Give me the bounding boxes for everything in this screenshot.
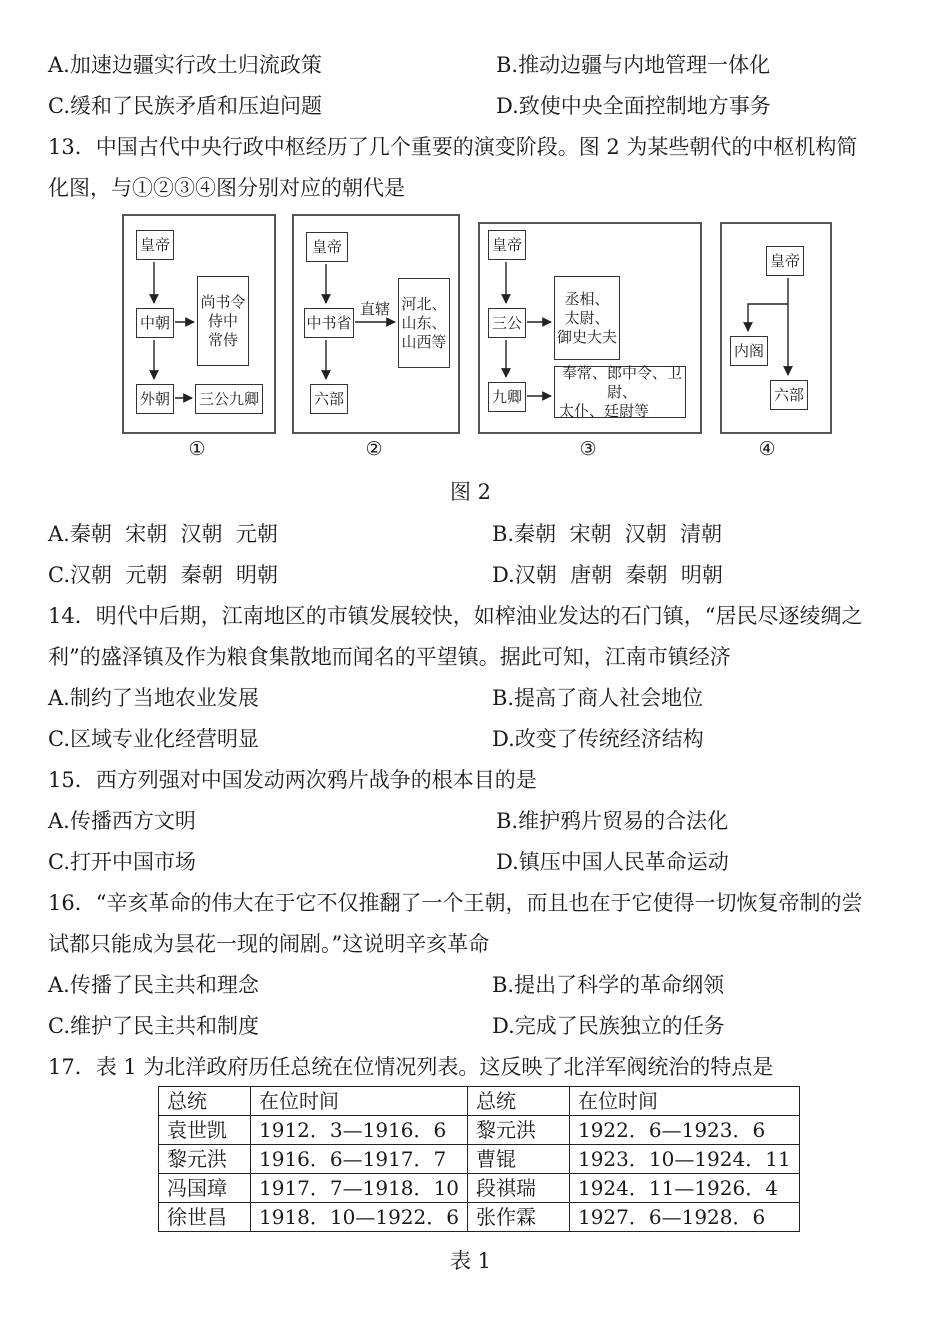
q13-option-a: A.秦朝 宋朝 汉朝 元朝 <box>48 522 278 546</box>
table-header-row <box>159 1087 800 1116</box>
table-header-cell: 在位时间 <box>569 1087 799 1116</box>
table-cell: 1922．6—1923．6 <box>569 1116 799 1145</box>
table-cell: 黎元洪 <box>467 1116 569 1145</box>
presidents-table <box>158 1086 800 1232</box>
d3-number-label: ③ <box>579 438 597 460</box>
table-cell: 曹锟 <box>467 1145 569 1174</box>
table-header-cell: 总统 <box>467 1087 569 1116</box>
d3-duke-titles-box <box>554 276 620 360</box>
table-cell: 张作霖 <box>467 1203 569 1232</box>
table-cell: 1917．7—1918．10 <box>251 1174 468 1203</box>
q12-option-b: B.推动边疆与内地管理一体化 <box>496 53 771 77</box>
q14-stem-line1: 14．明代中后期，江南地区的市镇发展较快，如榨油业发达的石门镇，“居民尽逐绫绸之 <box>48 604 863 628</box>
table-header-cell: 在位时间 <box>251 1087 468 1116</box>
d3-minister-titles-box <box>554 363 686 420</box>
d3-minister-title-1: 奉常、郎中令、卫尉、 <box>561 363 682 401</box>
d1-inner-officials-box <box>197 276 249 366</box>
q14-option-a: A.制约了当地农业发展 <box>48 686 259 710</box>
d1-emperor-box: 皇帝 <box>136 230 174 260</box>
q16-stem-line1: 16．“辛亥革命的伟大在于它不仅推翻了一个王朝，而且也在于它使得一切恢复帝制的尝 <box>48 891 863 915</box>
table-row <box>159 1116 800 1145</box>
q17-stem: 17．表 1 为北洋政府历任总统在位情况列表。这反映了北洋军阀统治的特点是 <box>48 1055 774 1079</box>
q13-stem-line1: 13．中国古代中央行政中枢经历了几个重要的演变阶段。图 2 为某些朝代的中枢机构简 <box>48 135 858 159</box>
figure-2-caption: 图 2 <box>450 480 492 504</box>
q12-option-d: D.致使中央全面控制地方事务 <box>496 94 771 118</box>
d4-cabinet-box: 内阁 <box>730 336 768 366</box>
q12-option-a: A.加速边疆实行改土归流政策 <box>48 53 322 77</box>
d1-official-1: 尚书令 <box>200 292 246 311</box>
d2-direct-label: 直辖 <box>360 300 391 318</box>
table-cell: 1916．6—1917．7 <box>251 1145 468 1174</box>
q14-option-c: C.区域专业化经营明显 <box>48 727 259 751</box>
table-cell: 黎元洪 <box>159 1145 251 1174</box>
d3-nine-ministers-box: 九卿 <box>488 382 526 412</box>
d1-inner-court-box: 中朝 <box>136 308 174 338</box>
q16-option-a: A.传播了民主共和理念 <box>48 973 259 997</box>
q13-stem-line2: 化图，与①②③④图分别对应的朝代是 <box>48 176 405 200</box>
q13-option-c: C.汉朝 元朝 秦朝 明朝 <box>48 563 279 587</box>
d1-outer-officials-box: 三公九卿 <box>195 384 263 414</box>
d2-secretariat-box: 中书省 <box>304 308 354 338</box>
table-cell: 1924．11—1926．4 <box>569 1174 799 1203</box>
d1-outer-court-box: 外朝 <box>136 384 174 414</box>
q15-stem: 15．西方列强对中国发动两次鸦片战争的根本目的是 <box>48 768 537 792</box>
d2-region-2: 山东、 <box>401 313 447 332</box>
q16-option-b: B.提出了科学的革命纲领 <box>492 973 725 997</box>
d3-duke-title-1: 丞相、 <box>564 289 610 308</box>
table-1-caption: 表 1 <box>450 1249 492 1273</box>
q15-option-c: C.打开中国市场 <box>48 850 196 874</box>
q16-option-c: C.维护了民主共和制度 <box>48 1014 259 1038</box>
d3-duke-title-2: 太尉、 <box>564 308 610 327</box>
d2-emperor-box: 皇帝 <box>306 232 348 262</box>
table-cell: 1912．3—1916．6 <box>251 1116 468 1145</box>
table-cell: 1923．10—1924．11 <box>569 1145 799 1174</box>
d1-number-label: ① <box>188 438 206 460</box>
q15-option-a: A.传播西方文明 <box>48 809 196 833</box>
q13-option-d: D.汉朝 唐朝 秦朝 明朝 <box>492 563 723 587</box>
q15-option-d: D.镇压中国人民革命运动 <box>496 850 729 874</box>
q16-option-d: D.完成了民族独立的任务 <box>492 1014 725 1038</box>
q13-option-b: B.秦朝 宋朝 汉朝 清朝 <box>492 522 723 546</box>
d2-number-label: ② <box>365 438 383 460</box>
q16-stem-line2: 试都只能成为昙花一现的闹剧。”这说明辛亥革命 <box>48 932 490 956</box>
d1-official-3: 常侍 <box>207 330 238 349</box>
d3-three-dukes-box: 三公 <box>488 308 526 338</box>
q12-option-c: C.缓和了民族矛盾和压迫问题 <box>48 94 322 118</box>
table-header-cell: 总统 <box>159 1087 251 1116</box>
table-cell: 冯国璋 <box>159 1174 251 1203</box>
table-cell: 段祺瑞 <box>467 1174 569 1203</box>
d3-duke-title-3: 御史大夫 <box>556 327 617 346</box>
table-cell: 1918．10—1922．6 <box>251 1203 468 1232</box>
d1-official-2: 侍中 <box>207 311 238 330</box>
d2-region-1: 河北、 <box>401 294 447 313</box>
table-cell: 袁世凯 <box>159 1116 251 1145</box>
table-cell: 徐世昌 <box>159 1203 251 1232</box>
table-cell: 1927．6—1928．6 <box>569 1203 799 1232</box>
q14-option-b: B.提高了商人社会地位 <box>492 686 704 710</box>
d2-regions-box <box>398 278 450 368</box>
d2-ministries-box: 六部 <box>310 384 348 414</box>
table-row <box>159 1203 800 1232</box>
d3-emperor-box: 皇帝 <box>488 230 526 260</box>
d4-emperor-box: 皇帝 <box>766 246 804 276</box>
table-row <box>159 1145 800 1174</box>
table-row <box>159 1174 800 1203</box>
q15-option-b: B.维护鸦片贸易的合法化 <box>496 809 729 833</box>
d4-ministries-box: 六部 <box>770 380 808 410</box>
q14-option-d: D.改变了传统经济结构 <box>492 727 704 751</box>
d3-minister-title-2: 太仆、廷尉等 <box>559 401 650 420</box>
q14-stem-line2: 利”的盛泽镇及作为粮食集散地而闻名的平望镇。据此可知，江南市镇经济 <box>48 645 731 669</box>
d4-number-label: ④ <box>758 438 776 460</box>
d2-region-3: 山西等 <box>401 332 447 351</box>
